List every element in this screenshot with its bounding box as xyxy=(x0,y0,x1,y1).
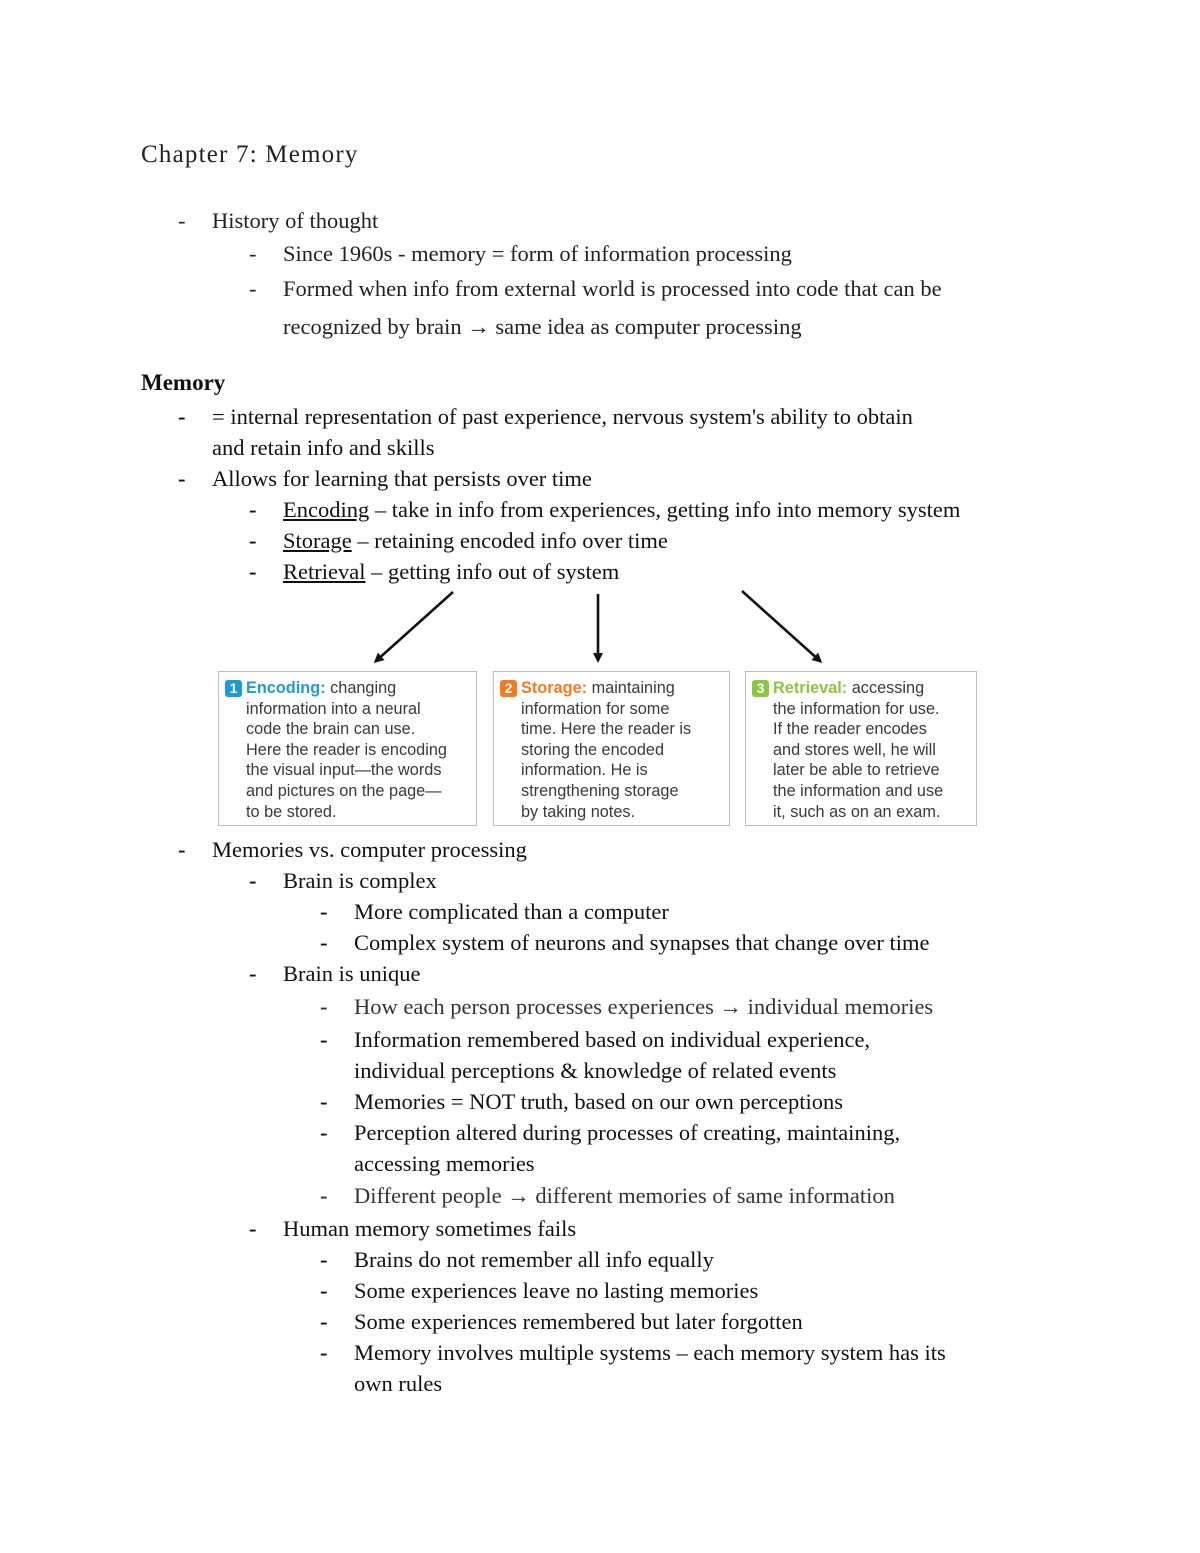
stage-arrows xyxy=(0,0,1200,680)
stage-term: Encoding xyxy=(283,497,370,522)
stage-desc: – take in info from experiences, getting info into memory system xyxy=(369,497,961,522)
list-item-text: Perception altered during processes of creating, maintaining, xyxy=(354,1120,901,1145)
list-item-text: More complicated than a computer xyxy=(354,899,669,924)
box-line: the visual input—the words xyxy=(246,761,442,780)
list-item xyxy=(354,989,1092,1024)
unique-points xyxy=(354,989,1092,1213)
definition-line: and retain info and skills xyxy=(212,435,435,460)
list-item xyxy=(354,1086,1092,1117)
topic-fails xyxy=(283,1213,1092,1399)
box-line: code the brain can use. xyxy=(246,720,416,739)
box-text: changing xyxy=(325,679,397,697)
box-line: information into a neural xyxy=(246,699,421,718)
arrow-retrieval xyxy=(742,591,820,661)
history-point-text: Since 1960s - memory = form of information processing xyxy=(283,241,792,266)
list-item-text: How each person processes experiences → individual memories xyxy=(354,994,934,1019)
box-line: it, such as on an exam. xyxy=(773,802,941,821)
list-item xyxy=(354,1024,1092,1086)
list-item-text: Some experiences remembered but later forgotten xyxy=(354,1309,803,1334)
box-line xyxy=(521,678,723,699)
box-line: strengthening storage xyxy=(521,781,679,800)
list-item xyxy=(354,1337,1092,1399)
comparison-section xyxy=(212,834,1092,1399)
list-item-text: own rules xyxy=(354,1371,443,1396)
memory-heading: Memory xyxy=(141,370,226,395)
list-item-text: Different people → different memories of same information xyxy=(354,1183,895,1208)
box-line: and pictures on the page— xyxy=(246,781,442,800)
box-line: Here the reader is encoding xyxy=(246,740,447,759)
step-number-badge: 1 xyxy=(225,680,242,697)
history-heading-text: History of thought xyxy=(212,208,379,233)
comparison-heading xyxy=(212,834,1092,1399)
definition-line: = internal representation of past experience, nervous system's ability to obtain xyxy=(212,404,913,429)
list-item xyxy=(354,1275,1092,1306)
stage-desc: – retaining encoded info over time xyxy=(351,528,668,553)
stage-desc: – getting info out of system xyxy=(365,559,620,584)
history-point-text: Formed when info from external world is processed into code that can be xyxy=(283,276,942,301)
history-point-text: recognized by brain → same idea as computer processing xyxy=(283,314,802,339)
box-keyword: Retrieval: xyxy=(773,679,848,697)
box-line: to be stored. xyxy=(246,802,337,821)
box-text: maintaining xyxy=(587,679,675,697)
retrieval-box xyxy=(745,671,977,826)
comparison-topics xyxy=(283,865,1092,1399)
topic-unique xyxy=(283,958,1092,1213)
list-item-text: Information remembered based on individual experience, xyxy=(354,1027,871,1052)
box-keyword: Storage: xyxy=(521,679,588,697)
list-item xyxy=(354,1244,1092,1275)
step-number-badge: 3 xyxy=(752,680,769,697)
box-line: by taking notes. xyxy=(521,802,636,821)
list-item xyxy=(354,927,1092,958)
stage-term: Retrieval xyxy=(283,559,366,584)
complex-points xyxy=(354,896,1092,958)
page-title: Chapter 7: Memory xyxy=(141,141,359,168)
box-line: and stores well, he will xyxy=(773,740,936,759)
topic-heading: Brain is unique xyxy=(283,961,421,986)
list-item-text: Memories = NOT truth, based on our own perceptions xyxy=(354,1089,844,1114)
box-line: later be able to retrieve xyxy=(773,761,940,780)
box-line: the information and use xyxy=(773,781,944,800)
allows-text: Allows for learning that persists over time xyxy=(212,466,592,491)
list-item-text: Complex system of neurons and synapses that change over time xyxy=(354,930,930,955)
list-item xyxy=(354,1117,1092,1179)
box-keyword: Encoding: xyxy=(246,679,326,697)
topic-heading: Human memory sometimes fails xyxy=(283,1216,577,1241)
list-item-text: Some experiences leave no lasting memories xyxy=(354,1278,759,1303)
box-line: information for some xyxy=(521,699,670,718)
box-line xyxy=(773,678,970,699)
box-line xyxy=(246,678,470,699)
fails-points xyxy=(354,1244,1092,1399)
list-item xyxy=(354,896,1092,927)
topic-complex xyxy=(283,865,1092,958)
list-item-text: Brains do not remember all info equally xyxy=(354,1247,714,1272)
storage-box xyxy=(493,671,730,826)
list-item-text: individual perceptions & knowledge of related events xyxy=(354,1058,837,1083)
list-item xyxy=(354,1306,1092,1337)
list-item xyxy=(354,1179,1092,1213)
list-item-text: Memory involves multiple systems – each memory system has its xyxy=(354,1340,946,1365)
box-line: information. He is xyxy=(521,761,648,780)
box-line: If the reader encodes xyxy=(773,720,927,739)
box-line: the information for use. xyxy=(773,699,940,718)
encoding-box xyxy=(218,671,477,826)
list-item-text: accessing memories xyxy=(354,1151,535,1176)
topic-heading: Brain is complex xyxy=(283,868,437,893)
box-line: storing the encoded xyxy=(521,740,665,759)
box-line: time. Here the reader is xyxy=(521,720,692,739)
comparison-heading-text: Memories vs. computer processing xyxy=(212,837,527,862)
stage-term: Storage xyxy=(283,528,352,553)
arrow-encoding xyxy=(376,592,453,661)
step-number-badge: 2 xyxy=(500,680,517,697)
box-text: accessing xyxy=(847,679,925,697)
